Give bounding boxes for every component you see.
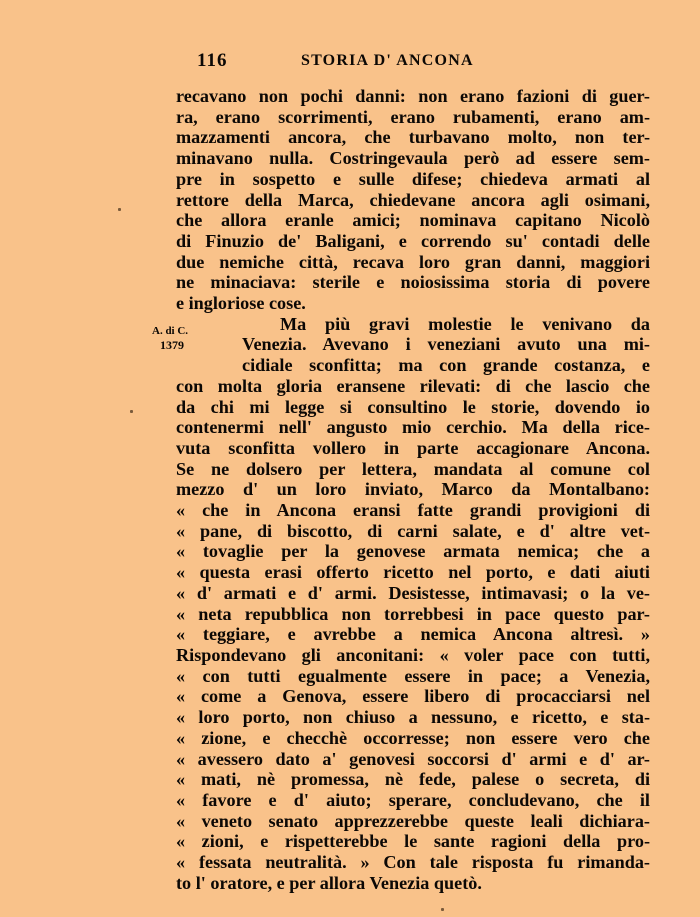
text-line: e ingloriose cose. <box>176 293 306 314</box>
text-line: « d' armati e d' armi. Desistesse, intimavasi; o la ve- <box>176 582 650 603</box>
text-line: « come a Genova, essere libero di procacciarsi nel <box>176 686 650 707</box>
body-text <box>176 86 650 893</box>
paper-speck <box>130 410 133 413</box>
text-line: mezzo d' un loro inviato, Marco da Montalbano: <box>176 479 650 500</box>
text-line: minavano nulla. Costringevaula però ad essere sem- <box>176 148 650 169</box>
text-line: pre in sospetto e sulle difese; chiedeva armati al <box>176 168 650 189</box>
page-number: 116 <box>197 50 228 71</box>
text-line: due nemiche città, recava loro gran danni, maggiori <box>176 251 650 272</box>
text-line: che allora eranle amici; nominava capitano Nicolò <box>176 210 650 231</box>
text-line: « loro porto, non chiuso a nessuno, e ricetto, e sta- <box>176 707 650 728</box>
margin-note-label: A. di C. <box>152 325 189 337</box>
text-line: « neta repubblica non torrebbesi in pace questo par- <box>176 603 650 624</box>
text-line: « pane, di biscotto, di carni salate, e d' altre vet- <box>176 520 650 541</box>
text-line: recavano non pochi danni: non erano fazioni di guer- <box>176 86 650 106</box>
text-line: Ma più gravi molestie le venivano da <box>280 313 650 334</box>
text-line: mazzamenti ancora, che turbavano molto, non ter- <box>176 127 650 148</box>
text-line: « teggiare, e avrebbe a nemica Ancona altresì. » <box>176 624 650 645</box>
text-line: « favore e d' aiuto; sperare, concludevano, che il <box>176 789 650 810</box>
text-line: Se ne dolsero per lettera, mandata al comune col <box>176 458 650 479</box>
text-line: vuta sconfitta vollero in parte accagionare Ancona. <box>176 437 650 458</box>
text-line: cidiale sconfitta; ma con grande costanza, e <box>242 355 650 376</box>
text-line: to l' oratore, e per allora Venezia quetò. <box>176 872 482 893</box>
page-header <box>176 50 650 76</box>
text-line: Venezia. Avevano i veneziani avuto una mi- <box>242 334 650 355</box>
text-line: contenermi nell' angusto mio cerchio. Ma della rice- <box>176 417 650 438</box>
text-line: « con tutti egualmente essere in pace; a Venezia, <box>176 665 650 686</box>
text-line: rettore della Marca, chiedevane ancora agli osimani, <box>176 189 650 210</box>
text-line: di Finuzio de' Baligani, e correndo su' contadi delle <box>176 230 650 251</box>
text-line: « avessero dato a' genovesi soccorsi d' armi e d' ar- <box>176 748 650 769</box>
text-line: ra, erano scorrimenti, erano rubamenti, erano am- <box>176 106 650 127</box>
text-line: Rispondevano gli anconitani: « voler pace con tutti, <box>176 644 650 665</box>
text-line: « che in Ancona eransi fatte grandi provigioni di <box>176 500 650 521</box>
text-line: con molta gloria eransene rilevati: di che lascio che <box>176 375 650 396</box>
margin-note-year: 1379 <box>160 338 184 352</box>
paper-speck <box>441 908 444 911</box>
text-line: ne minaciava: sterile e noiosissima storia di povere <box>176 272 650 293</box>
text-line: « zione, e checchè occorresse; non essere vero che <box>176 727 650 748</box>
text-line: « zioni, e rispetterebbe le sante ragioni della pro- <box>176 831 650 852</box>
text-line: « mati, nè promessa, nè fede, palese o secreta, di <box>176 769 650 790</box>
text-line: « veneto senato apprezzerebbe queste leali dichiara- <box>176 810 650 831</box>
running-title: STORIA D' ANCONA <box>301 52 474 69</box>
paper-speck <box>118 208 121 211</box>
text-line: « fessata neutralità. » Con tale risposta fu rimanda- <box>176 852 650 873</box>
text-line: « tovaglie per la genovese armata nemica; che a <box>176 541 650 562</box>
text-line: da chi mi legge si consultino le storie, dovendo io <box>176 396 650 417</box>
text-line: « questa erasi offerto ricetto nel porto, e dati aiuti <box>176 562 650 583</box>
